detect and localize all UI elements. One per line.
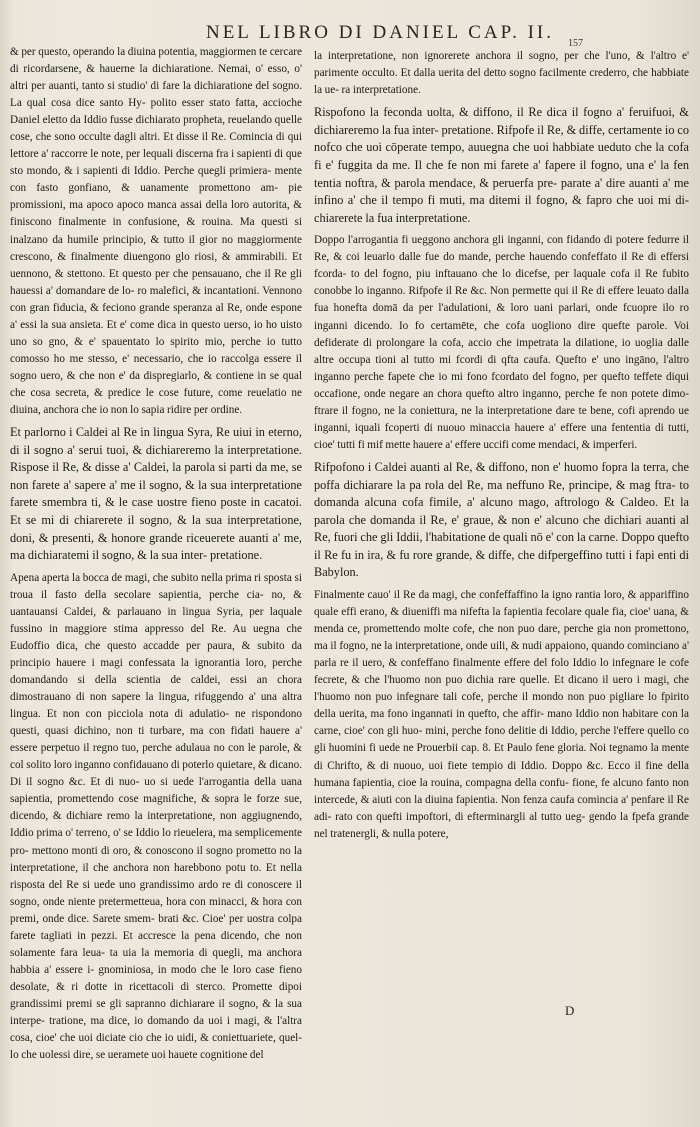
catchword: D — [565, 1003, 575, 1018]
commentary-paragraph: la interpretatione, non ignorerete anchora il sogno, per che l'uno, & l'altro e' parimente occulto. Et dalla uerita del detto sogno facilmente crederro, che habbiate la ue- ra interpretatione. — [314, 50, 689, 97]
commentary-paragraph: Finalmente cauo' il Re da magi, che confeffaffino la igno rantia loro, & appariffino quale effi erano, & diueniffi ma nifefta la fapientia fecolare quale fia, cioe' uana, & menda ce, promettendo molte cofe, che non puo dare, perche gia non promettono, ma il fogno, ne la interpretatione, onde uili, & nudi appaiono, quando cominciano a' parla re il uero, & confeffano finalmente effere del folo Iddio lo infegnare le cofe fecrete, & che l'huomo non puo dichia rare quelle. Et dicano il uero i magi, che l'huomo non puo infegnare tali cofe, perche il mondo non puo pigliare lo fpirito della uerita, ma fono ingannati in quefto, che affir- mano Iddio non habitare con la carne, cioe' con gli huo- mini, perche fono delitie di Iddio, perche l'effere quello co gli huomini fi uede ne Prouerbii cap. 8. Et Paulo fene gloria. Noi tegnamo la mente di Chrifto, & di nuouo, uoi fiete tempio di Iddio. Doppo &c. Ecco il fine della humana fapientia, cioe la rouina, compagna della confu- fione, fe alcuno fanto non intercede, & aiuti con la diuina fapientia. Non fenza caufa comincia a' penfare il Re adi- rato con quefti impoftori, di efterminargli al tutto ueg- gendo la fpefa grande nel tratenergli, & nulla potere, — [314, 589, 689, 840]
commentary-paragraph: Apena aperta la bocca de magi, che subito nella prima ri sposta si troua il fasto della secolare sapientia, perche cia- no, & uantauansi Caldei, & parlauano in lingua Syria, per laquale fussino in maggiore stima appresso del Re. Au uegna che Eudoffio dica, che questo accadde per paura, & subito da principio hauere i magi confessata la ignorantia loro, perche domandando si della scientia de caldei, essi an chora dimostrauano di non sapere la lingua, rifuggendo a' una altra lingua. Et non con picciola nota di adulatio- ne rispondono questi, quasi dichino, non ti turbare, ma con fidati hauere a' essere perpetuo il regno tuo, perche adulaua no con le parole, & col solito loro inganno confidauano di poterlo quietare, & dicano. Di il sogno &c. Et di nuo- uo si uede l'arrogantia della uana sapientia, promettendo cose magnifiche, & sopra le forze sue, dicendo, & dichiare remo la interpretatione, non aggiugnendo, Iddio prima o' terreno, o' se Iddio lo rieuelera, ma semplicemente pro- mettono monti di oro, & conoscono il sogno prometto no la interpretatione, il che anchora non harebbono potu to. Et nella risposta del Re si uede uno grandissimo ardo re di conoscere il sogno, onde niente pretermetteua, hora con minacci, & hora con premi, onde dice. Sarete smem- brati &c. Cioe' per uostra colpa farete tagliati in pezzi. Et accresce la pena dicendo, che non solamente fara leua- ta uia la memoria di quegli, ma anchora habbia a' essere i- gnominiosa, in modo che le loro case fieno desolate, & ri dotte in ricettacoli di sterco. Promette dipoi grandissimi premi se gli sapranno dichiarare il sogno, & la sua interpe- tratione, ma dice, io domando da uoi i magi, & l'altra cosa, cioe' che uoi diciate cio che io uidi, & coniettuariete, quel- lo che uolessi dire, se ueramete uoi hauete cognitione del — [10, 571, 302, 1062]
commentary-paragraph: Doppo l'arrogantia fi ueggono anchora gli inganni, con fidando di potere fedurre il Re, & coi leuarlo dalle fue do mande, perche hauendo confeffato il Re di effersi fcorda- to del fogno, piu inftauano che lo dicefse, per laquale cofa il Re fubito conobbe lo inganno. Rifpofe il Re &c. Non permette qui il Re di effere leuato dalla fua honefta domā da per l'adulationi, & loro uani parlari, onde fcuopre ilo ro inganni dicendo. Io fo certamēte, che cofa uogliono dire quefte parole. Voi defiderate di prolongare la cofa, accio che impetrata la dilatione, io uoglia dalle altre occupa tioni al tutto mi fcordi di qfta caufa. Quefto e' uno ingāno, l'altro inganno perche fapete che io mi fono fcordato del fogno, per quefto teffete diqui occafione, onde negare an chora quefto altro inganno, perche fe non potete dimo- ftrare il fogno, ne la coniettura, ne la interpretatione dare te bene, cofi aprendo ue inganni, iquali fcoperti di nuouo minaccia hauere a' effere una fententia di tutti, cioe' tutti fi mif mette hauere a' effere uccifi come mendaci, & imperferi. — [314, 234, 689, 451]
folio-number: 157 — [568, 38, 583, 49]
scripture-paragraph: Rifpofono i Caldei auanti al Re, & diffono, non e' huomo fopra la terra, che poffa dichiarare la pa rola del Re, ma neffuno Re, principe, & mag ftra- to domanda alcuna cofa fimile, a' alcuno mago, aftrologo & Caldeo. Et la parola che domanda il Re, e' graue, & non e' alcuno che dichiari auanti al Re, fuori che gli Iddii, l'habitatione de quali nō e' con la carne. Doppo quefto il Re fu in ira, & fu rore grande, & diffe, che difpergeffino tutti i fapi enti di Babylon. — [314, 459, 689, 580]
right-column — [314, 48, 689, 843]
running-head: NEL LIBRO DI DANIEL CAP. II. — [205, 22, 555, 43]
commentary-paragraph: & per questo, operando la diuina potentia, maggiormen te cercare di ricordarsene, & hauerne la dichiaratione. Nemai, o' esso, o' altri per auanti, tanto si studio' di fare la dichiaratione del sogno. La qual cosa dice santo Hy- polito esser stato fatta, accioche Daniel eletto da Iddio fusse dichiarato propheta, reuelando quelle cose, che sono occulte dagli altri. Et disse il Re. Comincia di qui lettore a' raccorre le note, per lequali discerna fra i sapienti di que sto mondo, & i sapienti di Iddio. Perche quegli primiera- mente con fasto gonfiano, & uanamente promettono am- pie promissioni, ma apoco apoco manca assai della loro autorita, & finiscono finalmente in confusione, & rouina. Ma questi si inalzano da humile principio, & tutto il gior no maggiormente crescono, & finalmente diuengono glo riosi, & ammirabili. Et uennono, & stettono. Et questo per che pensauano, che il Re gli hauessi a' domandare de lo- ro malefici, & incantationi. Vennono con gran fiducia, & feciono grande speranza al Re, onde espone a' essi la sua ansieta. Et e' come dica in questo uerso, io ho uisto uno so gno, & e' spauentato lo spirito mio, perche io tutto comosso ho me stesso, e' necessario, che io raccolga essere il sogno uero, & che non e' da dispregiarlo, & contiene in se qual che cosa secreta, & predice le cose future, come reuelatio ne diuina, anchora che io non lo sapia ridire per ordine. — [10, 46, 302, 416]
scripture-paragraph: Rispofono la feconda uolta, & diffono, il Re dica il fogno a' feruifuoi, & dichiareremo la fua inter- pretatione. Rifpofe il Re, & diffe, certamente io co nofco che uoi cōperate tempo, auuegna che uoi habbiate ueduto che la cofa fi e' fuggita da me. Il che fe non mi farete a' fapere il fogno, una e' la fen tentia noftra, & parola mendace, & peruerfa pre- parate a' dire auanti a' me infino a' che il tempo fi muti, ma ditemi il fogno, & fapro che uoi mi di- chiarerete la fua interpretatione. — [314, 105, 689, 225]
scripture-paragraph: Et parlorno i Caldei al Re in lingua Syra, Re uiui in eterno, di il sogno a' serui tuoi, & dichiareremo la interpretatione. Rispose il Re, & disse a' Caldei, la parola si parti da me, se non farete a' sapere a' me il sogno, & la sua interpretatione farete smembra ti, & le case uostre fieno poste in cacatoi. Et se mi di chiarerete il sogno, & la sua interpretatione, doni, & presenti, & honore grande riceuerete auanti a' me, ma dichiaratemi il sogno, & la sua inter- pretatione. — [10, 425, 302, 563]
left-column — [10, 44, 302, 1064]
